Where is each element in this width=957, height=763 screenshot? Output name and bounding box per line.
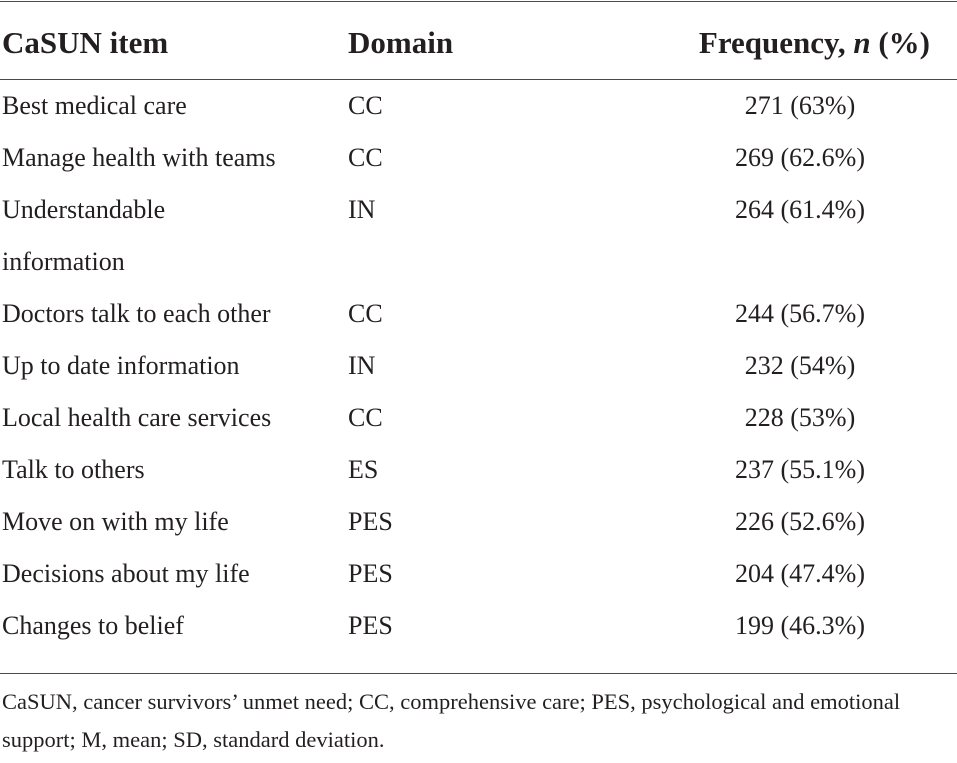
row-frequency: 237 (55.1%): [735, 455, 865, 484]
table-row: [0, 548, 957, 600]
row-item: Manage health with teams: [2, 143, 276, 172]
row-frequency: 199 (46.3%): [735, 611, 865, 640]
table-row: [0, 132, 957, 184]
row-item: Changes to belief: [2, 611, 184, 640]
row-item: Up to date information: [2, 351, 240, 380]
header-casun-item: CaSUN item: [2, 25, 169, 60]
row-item: Best medical care: [2, 91, 187, 120]
table-top-rule: [0, 1, 957, 2]
header-domain: Domain: [348, 25, 454, 60]
table-row: [0, 600, 957, 652]
row-frequency: 244 (56.7%): [735, 299, 865, 328]
row-item: Decisions about my life: [2, 559, 250, 588]
table-row: [0, 288, 957, 340]
table-row: [0, 444, 957, 496]
row-item: Understandable information: [2, 195, 166, 276]
row-domain: PES: [348, 559, 393, 588]
row-frequency: 226 (52.6%): [735, 507, 865, 536]
row-domain: PES: [348, 611, 393, 640]
row-domain: IN: [348, 195, 376, 224]
row-frequency: 204 (47.4%): [735, 559, 865, 588]
row-item: Local health care services: [2, 403, 272, 432]
row-item: Talk to others: [2, 455, 145, 484]
table-body: [0, 80, 957, 652]
table-row: [0, 80, 957, 132]
row-item: Move on with my life: [2, 507, 229, 536]
row-frequency: 228 (53%): [744, 403, 856, 432]
header-frequency-prefix: Frequency,: [698, 25, 854, 60]
row-domain: IN: [348, 351, 376, 380]
row-domain: CC: [348, 91, 383, 120]
table-row: [0, 496, 957, 548]
table-row: [0, 184, 957, 288]
table-bottom-rule: [0, 673, 957, 674]
row-domain: CC: [348, 143, 383, 172]
row-item: Doctors talk to each other: [2, 299, 271, 328]
table-footnote: CaSUN, cancer survivors’ unmet need; CC, comprehensive care; PES, psychological and emotional support; M, mean; SD, standard deviation.: [2, 689, 901, 752]
row-domain: CC: [348, 299, 383, 328]
header-frequency-n: n: [853, 25, 871, 60]
header-frequency: [699, 22, 930, 64]
row-frequency: 271 (63%): [744, 91, 856, 120]
row-domain: CC: [348, 403, 383, 432]
table-row: [0, 340, 957, 392]
table-header: [0, 22, 957, 64]
row-frequency: 232 (54%): [744, 351, 856, 380]
row-frequency: 264 (61.4%): [735, 195, 865, 224]
row-domain: PES: [348, 507, 393, 536]
row-frequency: 269 (62.6%): [735, 143, 865, 172]
header-frequency-suffix: (%): [870, 25, 930, 60]
row-domain: ES: [348, 455, 379, 484]
table-row: [0, 392, 957, 444]
